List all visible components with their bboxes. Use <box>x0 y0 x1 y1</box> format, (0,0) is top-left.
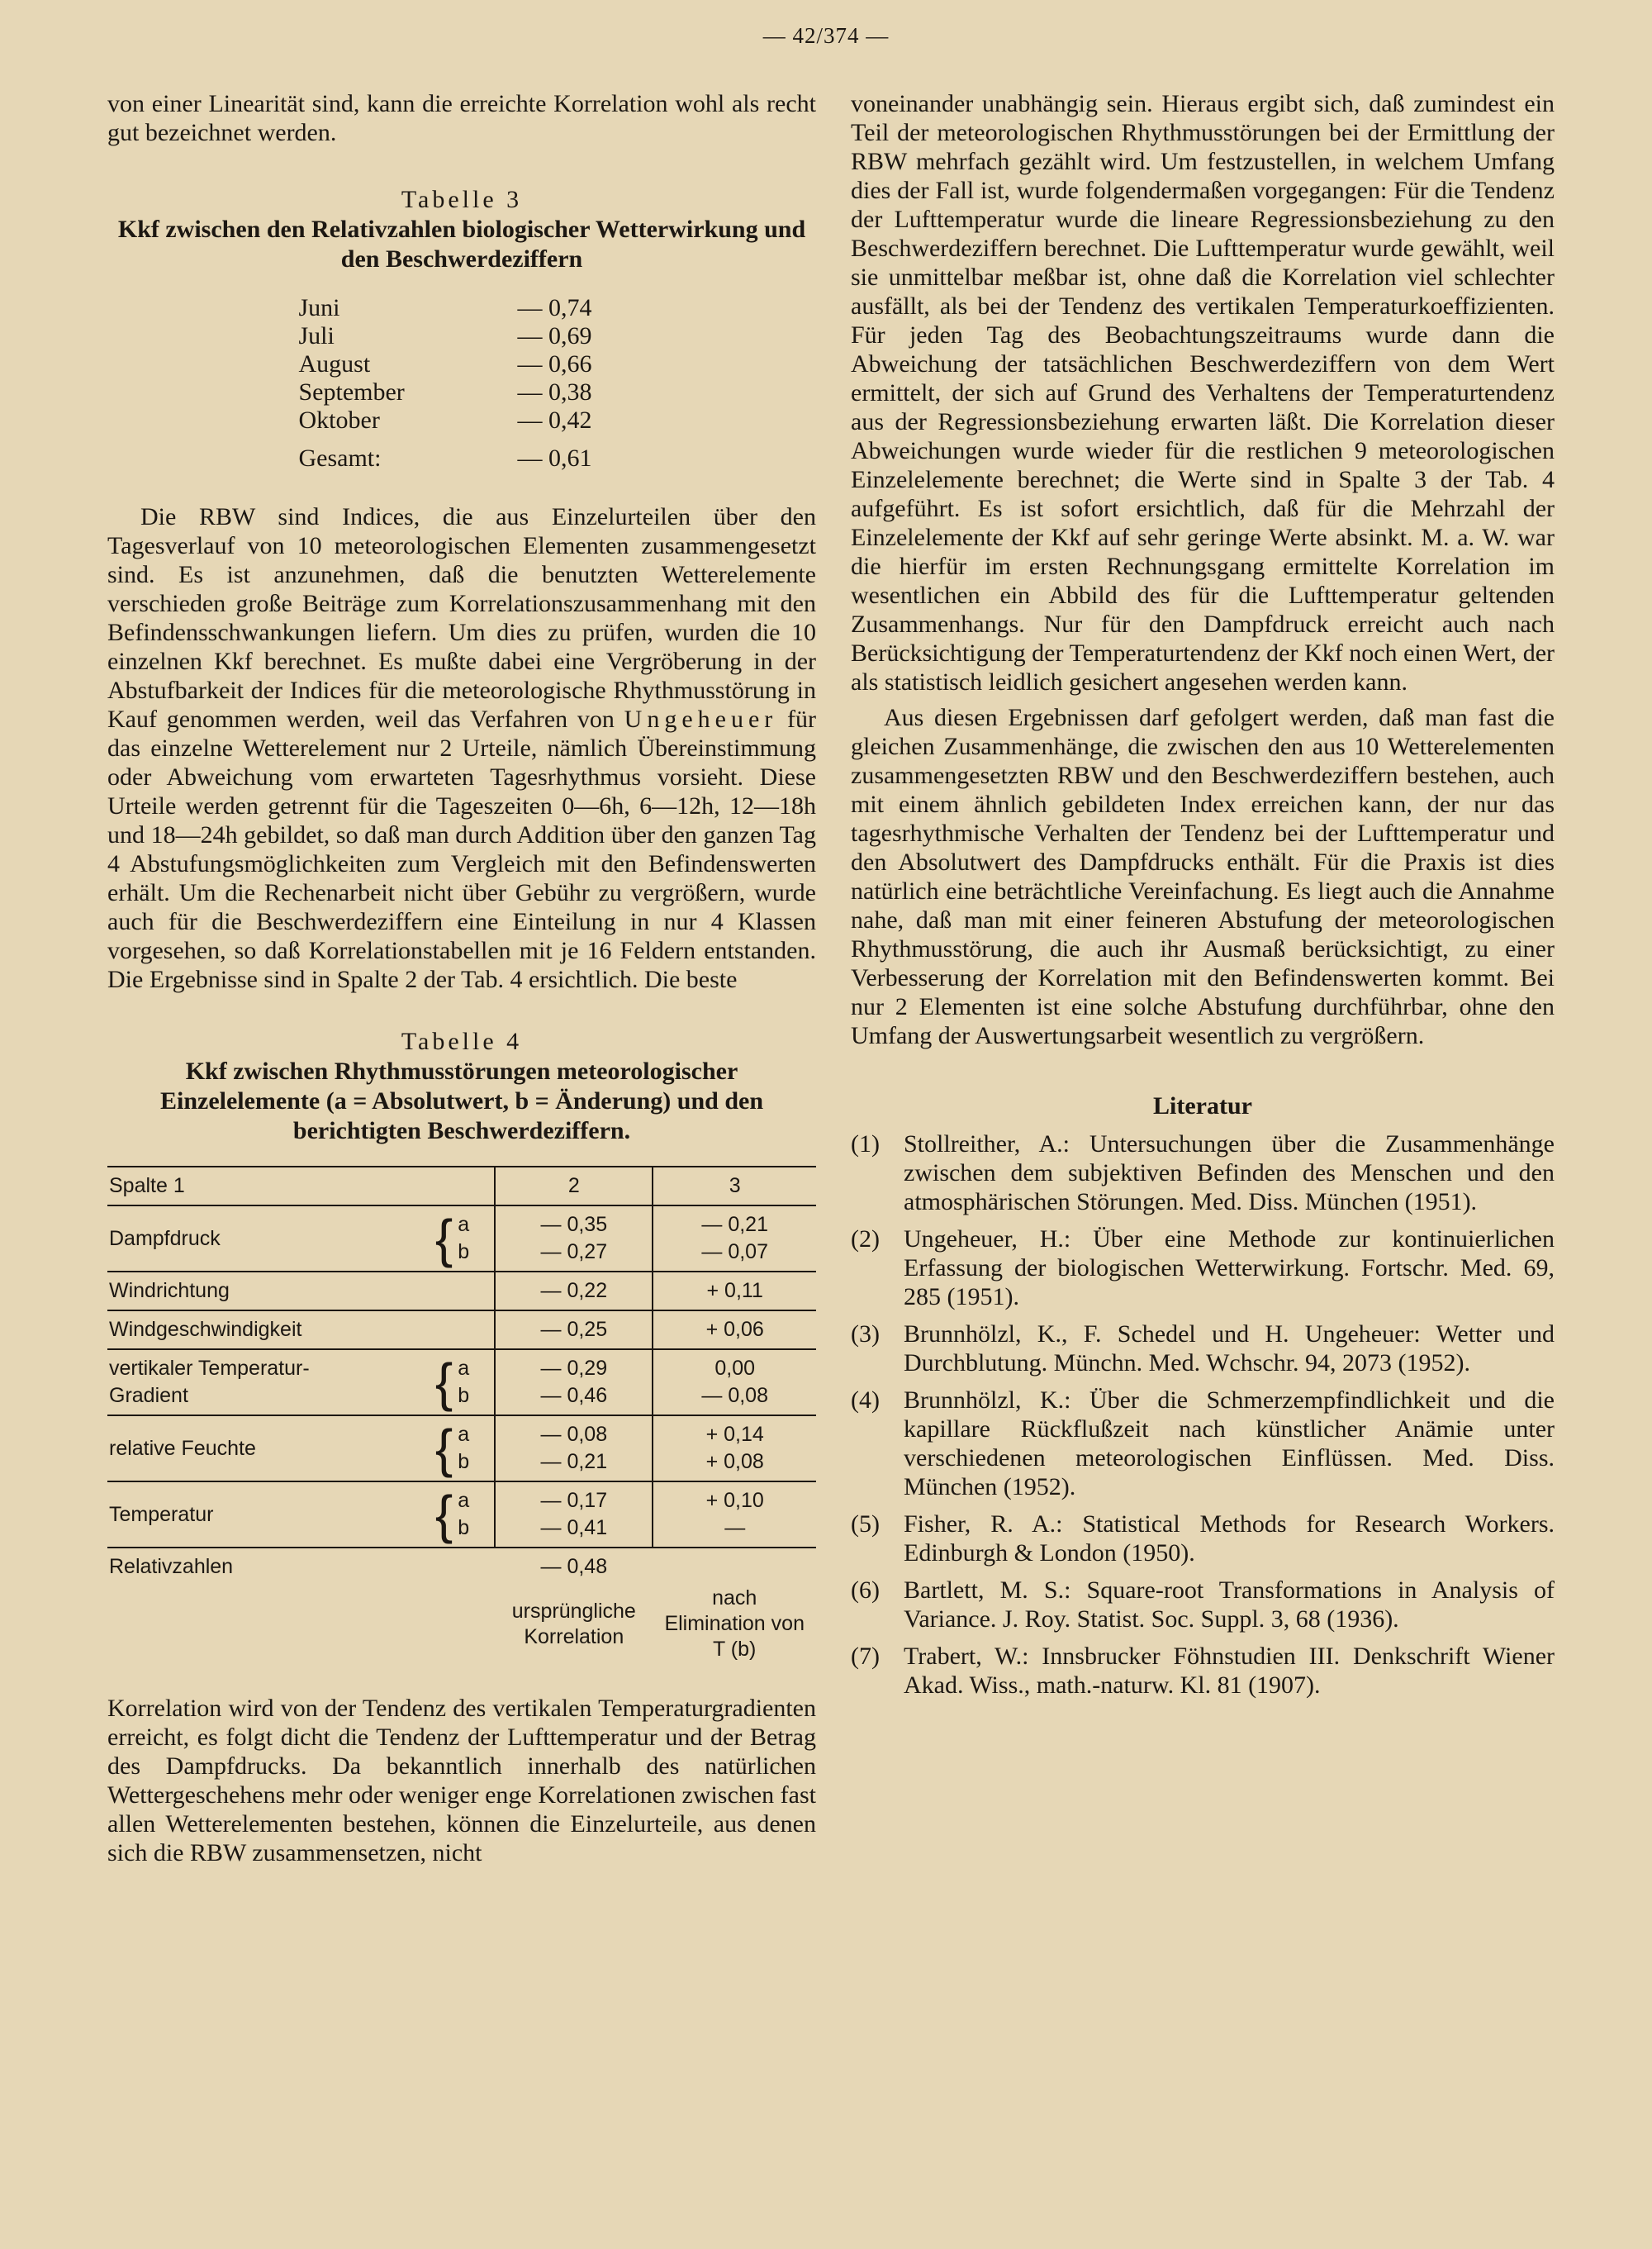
literature-number: (7) <box>851 1643 880 1670</box>
table4-cell: — 0,48 <box>540 1555 608 1578</box>
table3-row <box>299 294 625 322</box>
table3-month: Juli <box>298 322 335 349</box>
table3-month: September <box>298 378 405 406</box>
sub-a: a <box>458 1213 470 1236</box>
table4-cell: — 0,07 <box>701 1240 768 1263</box>
literature-item <box>851 1386 1555 1501</box>
table4-title: Kkf zwischen Rhythmusstörungen meteorologischer Einzelelemente (a = Absolutwert, b = Änderung) und den berichtigten Beschwerdeziffern. <box>159 1058 764 1144</box>
table4-row-label: vertikaler Temperatur-Gradient <box>109 1357 310 1407</box>
literature-item <box>851 1576 1555 1633</box>
table3-month: Juni <box>298 294 340 321</box>
sub-b: b <box>458 1240 470 1263</box>
table4-cell: + 0,14 <box>705 1423 764 1446</box>
table4-row: vertikaler Temperatur-Gradient { a b — 0,29 — 0,46 0,00 — 0,08 <box>107 1349 816 1415</box>
literature-text: Stollreither, A.: Untersuchungen über die Zusammenhänge zwischen dem subjektiven Befinden des Menschen und den atmosphärischen Störungen. Med. Diss. München (1951). <box>904 1130 1555 1215</box>
literature-text: Brunnhölzl, K., F. Schedel und H. Ungeheuer: Wetter und Durchblutung. Münchn. Med. Wchschr. 94, 2073 (1952). <box>904 1320 1555 1377</box>
table4-row-label: Windrichtung <box>107 1272 495 1310</box>
table4-note: ursprüngliche Korrelation <box>511 1599 636 1648</box>
table4-header: 3 <box>653 1167 816 1205</box>
literature-number: (1) <box>851 1130 880 1158</box>
table4-notes-row <box>107 1586 816 1662</box>
table4-cell: + 0,10 <box>705 1489 764 1512</box>
literature-text: Brunnhölzl, K.: Über die Schmerzempfindlichkeit und die kapillare Rückflußzeit nach künstlicher Anämie unter verschiedenen meteorologischen Einflüssen. Med. Diss. München (1952). <box>904 1386 1555 1500</box>
table4-cell: + 0,08 <box>705 1450 764 1473</box>
left-column <box>107 89 816 1867</box>
literature-text: Trabert, W.: Innsbrucker Föhnstudien III. Denkschrift Wiener Akad. Wiss., math.-naturw. Kl. 81 (1907). <box>904 1643 1555 1699</box>
sub-a: a <box>458 1489 470 1512</box>
paragraph-conclusion: Aus diesen Ergebnissen darf gefolgert werden, daß man fast die gleichen Zusammenhänge, die zwischen den aus 10 Wetterelementen zusammengesetzten RBW und den Beschwerdeziffern bestehen, auch mit einem ähnlich gebildeten Index erreichen kann, der nur das tagesrhythmische Verhalten der Tendenz bei der Lufttemperatur und den Absolutwert des Dampfdrucks enthält. Für die Praxis ist dies natürlich eine beträchtliche Vereinfachung. Es liegt auch die Annahme nahe, daß man mit einer feineren Abstufung der meteorologischen Rhythmusstörung, die auch ihr Ausmaß berücksichtigt, zu einer Verbesserung der Korrelation mit den Befindenswerten kommt. Bei nur 2 Elementen ist eine solche Abstufung durchführbar, ohne den Umfang der Auswertungsarbeit wesentlich zu vergrößern. <box>851 704 1555 1049</box>
table4-row-label: Dampfdruck <box>109 1226 221 1250</box>
table3-value: — 0,74 <box>517 294 592 321</box>
literature-item <box>851 1642 1555 1700</box>
table3-total-value: — 0,61 <box>517 445 592 472</box>
literature-text: Ungeheuer, H.: Über eine Methode zur kontinuierlichen Erfassung der biologischen Wetterwirkung. Fortschr. Med. 69, 285 (1951). <box>904 1225 1555 1310</box>
literature-number: (2) <box>851 1225 880 1253</box>
literature-number: (6) <box>851 1576 880 1604</box>
table3-row <box>299 407 625 435</box>
right-column <box>851 89 1555 1700</box>
table4-cell <box>653 1548 816 1586</box>
table3-value: — 0,38 <box>517 378 592 406</box>
table4-cell: + 0,06 <box>653 1310 816 1349</box>
table4-row: relative Feuchte { a b — 0,08 — 0,21 + 0,14 + 0,08 <box>107 1415 816 1481</box>
sub-b: b <box>458 1450 470 1473</box>
table4-row-label: Windgeschwindigkeit <box>107 1310 495 1349</box>
table4-row: Temperatur { a b — 0,17 — 0,41 + 0,10 — <box>107 1481 816 1548</box>
paragraph-text: für das einzelne Wetterelement nur 2 Urteile, nämlich Übereinstimmung oder Abweichung vom erwarteten Tagesrhythmus vorsieht. Diese Urteile werden getrennt für die Tageszeiten 0—6h, 6—12h, 12—18h und 18—24h gebildet, so daß man durch Addition über den ganzen Tag 4 Abstufungsmöglichkeiten zum Vergleich mit den Befindenswerten erhält. Um die Rechenarbeit nicht über Gebühr zu vergrößern, wurde auch für die Beschwerdeziffern eine Einteilung in nur 4 Klassen vorgesehen, so daß Korrelationstabellen mit je 16 Feldern entstanden. Die Ergebnisse sind in Spalte 2 der Tab. 4 ersichtlich. Die beste <box>107 706 816 993</box>
table3-value: — 0,42 <box>517 407 592 434</box>
table3-value: — 0,69 <box>517 322 592 349</box>
table4-header: Spalte 1 <box>107 1167 495 1205</box>
table4-cell: — 0,41 <box>540 1516 608 1539</box>
table4-row-label: Relativzahlen <box>109 1555 234 1578</box>
table4-header-row <box>107 1167 816 1205</box>
literature-title: Literatur <box>1153 1092 1252 1120</box>
table4-row <box>107 1548 816 1586</box>
table4-cell: — 0,08 <box>540 1423 608 1446</box>
table3-row <box>299 322 625 350</box>
table4-row: Dampfdruck { a b — 0,35 — 0,27 — 0,21 — 0,07 <box>107 1205 816 1272</box>
table3 <box>299 294 625 473</box>
table3-row <box>299 350 625 378</box>
table3-label: Tabelle 3 <box>401 186 523 213</box>
table4-cell: — 0,22 <box>495 1272 653 1310</box>
table4-cell: — 0,25 <box>495 1310 653 1349</box>
paragraph-correlation: Korrelation wird von der Tendenz des vertikalen Temperaturgradienten erreicht, es folgt dicht die Tendenz der Lufttemperatur und der Betrag des Dampfdrucks. Da bekanntlich innerhalb des natürlichen Wettergeschehens mehr oder weniger enge Korrelationen zwischen fast allen Wetterelementen bestehen, können die Einzelurteile, aus denen sich die RBW zusammensetzen, nicht <box>107 1695 816 1866</box>
paragraph-text: Die RBW sind Indices, die aus Einzelurteilen über den Tagesverlauf von 10 meteorologischen Elementen zusammengesetzt sind. Es ist anzunehmen, daß die benutzten Wetterelemente verschieden große Beiträge zum Korrelationszusammenhang mit den Befindensschwankungen liefern. Um dies zu prüfen, wurden die 10 einzelnen Kkf berechnet. Es mußte dabei eine Vergröberung in der Abstufbarkeit der Indices für die meteorologische Rhythmusstörung in Kauf genommen werden, weil das Verfahren von <box>107 503 816 733</box>
table4-cell: — <box>724 1516 746 1539</box>
table3-row <box>299 378 625 407</box>
literature-number: (5) <box>851 1510 880 1538</box>
table4-row <box>107 1310 816 1349</box>
table4 <box>107 1166 816 1662</box>
table4-note: nach Elimination von T (b) <box>664 1586 805 1661</box>
table4-label: Tabelle 4 <box>401 1028 523 1055</box>
intro-paragraph: von einer Linearität sind, kann die erreichte Korrelation wohl als recht gut bezeichnet werden. <box>107 90 816 146</box>
table3-total-row <box>299 445 625 473</box>
page-number: — 42/374 — <box>762 23 890 48</box>
table4-cell: — 0,27 <box>540 1240 608 1263</box>
sub-a: a <box>458 1423 470 1446</box>
literature-item <box>851 1510 1555 1567</box>
table3-value: — 0,66 <box>517 350 592 378</box>
table3-month: Oktober <box>298 407 380 434</box>
table4-cell: — 0,08 <box>701 1384 768 1407</box>
literature-item <box>851 1129 1555 1216</box>
literature-number: (4) <box>851 1386 880 1414</box>
table4-header: 2 <box>495 1167 653 1205</box>
table4-cell: 0,00 <box>714 1357 756 1380</box>
table3-total-label: Gesamt: <box>298 445 382 472</box>
table4-row-label: relative Feuchte <box>109 1436 256 1460</box>
table4-row <box>107 1272 816 1310</box>
literature-item <box>851 1319 1555 1377</box>
sub-a: a <box>458 1357 470 1380</box>
literature-number: (3) <box>851 1320 880 1348</box>
literature-text: Fisher, R. A.: Statistical Methods for Research Workers. Edinburgh & London (1950). <box>904 1510 1555 1567</box>
author-name: Ungeheuer <box>624 706 778 733</box>
table4-cell: — 0,29 <box>540 1357 608 1380</box>
sub-b: b <box>458 1384 470 1407</box>
table4-cell: + 0,11 <box>653 1272 816 1310</box>
table3-month: August <box>298 350 371 378</box>
literature-list <box>851 1129 1555 1700</box>
table4-cell: — 0,17 <box>540 1489 608 1512</box>
table4-cell: — 0,21 <box>540 1450 608 1473</box>
paragraph-regression: voneinander unabhängig sein. Hieraus ergibt sich, daß zumindest ein Teil der meteorologischen Rhythmusstörungen bei der Ermittlung der RBW mehrfach gezählt wird. Um festzustellen, in welchem Umfang dies der Fall ist, wurde folgendermaßen vorgegangen: Für die Tendenz der Lufttemperatur wurde die lineare Regressionsbeziehung zu den Beschwerdeziffern berechnet. Die Lufttemperatur wurde gewählt, weil sie unmittelbar meßbar ist, ohne daß die Korrelation viel schlechter ausfällt, als bei der Tendenz des vertikalen Temperaturkoeffizienten. Für jeden Tag des Beobachtungszeitraums wurde dann die Abweichung der tatsächlichen Beschwerdeziffern von dem Wert ermittelt, der sich auf Grund des Verhaltens der Temperaturtendenz aus der Regressionsbeziehung erwarten läßt. Die Korrelation dieser Abweichungen wurde wieder für die restlichen 9 meteorologischen Einzelelemente berechnet; die Werte sind in Spalte 3 der Tab. 4 aufgeführt. Es ist sofort ersichtlich, daß für die Mehrzahl der Einzelelemente der Kkf auf sehr geringe Werte absinkt. M. a. W. war die hierfür im ersten Rechnungsgang ermittelte Korrelation im wesentlichen ein Abbild des für die Lufttemperatur geltenden Zusammenhangs. Nur für den Dampfdruck erreicht auch nach Berücksichtigung der Temperaturtendenz der Kkf noch einen Wert, der als statistisch leidlich gesichert angesehen werden kann. <box>851 90 1555 696</box>
table4-cell: — 0,35 <box>540 1213 608 1236</box>
table3-title: Kkf zwischen den Relativzahlen biologischer Wetterwirkung und den Beschwerdeziffern <box>117 216 806 273</box>
table4-cell: — 0,21 <box>701 1213 768 1236</box>
table4-cell: — 0,46 <box>540 1384 608 1407</box>
paragraph-rbw <box>107 502 816 994</box>
table4-row-label: Temperatur <box>109 1502 214 1526</box>
sub-b: b <box>458 1516 470 1539</box>
literature-text: Bartlett, M. S.: Square-root Transformations in Analysis of Variance. J. Roy. Statist. Soc. Suppl. 3, 68 (1936). <box>904 1576 1555 1633</box>
literature-item <box>851 1224 1555 1311</box>
